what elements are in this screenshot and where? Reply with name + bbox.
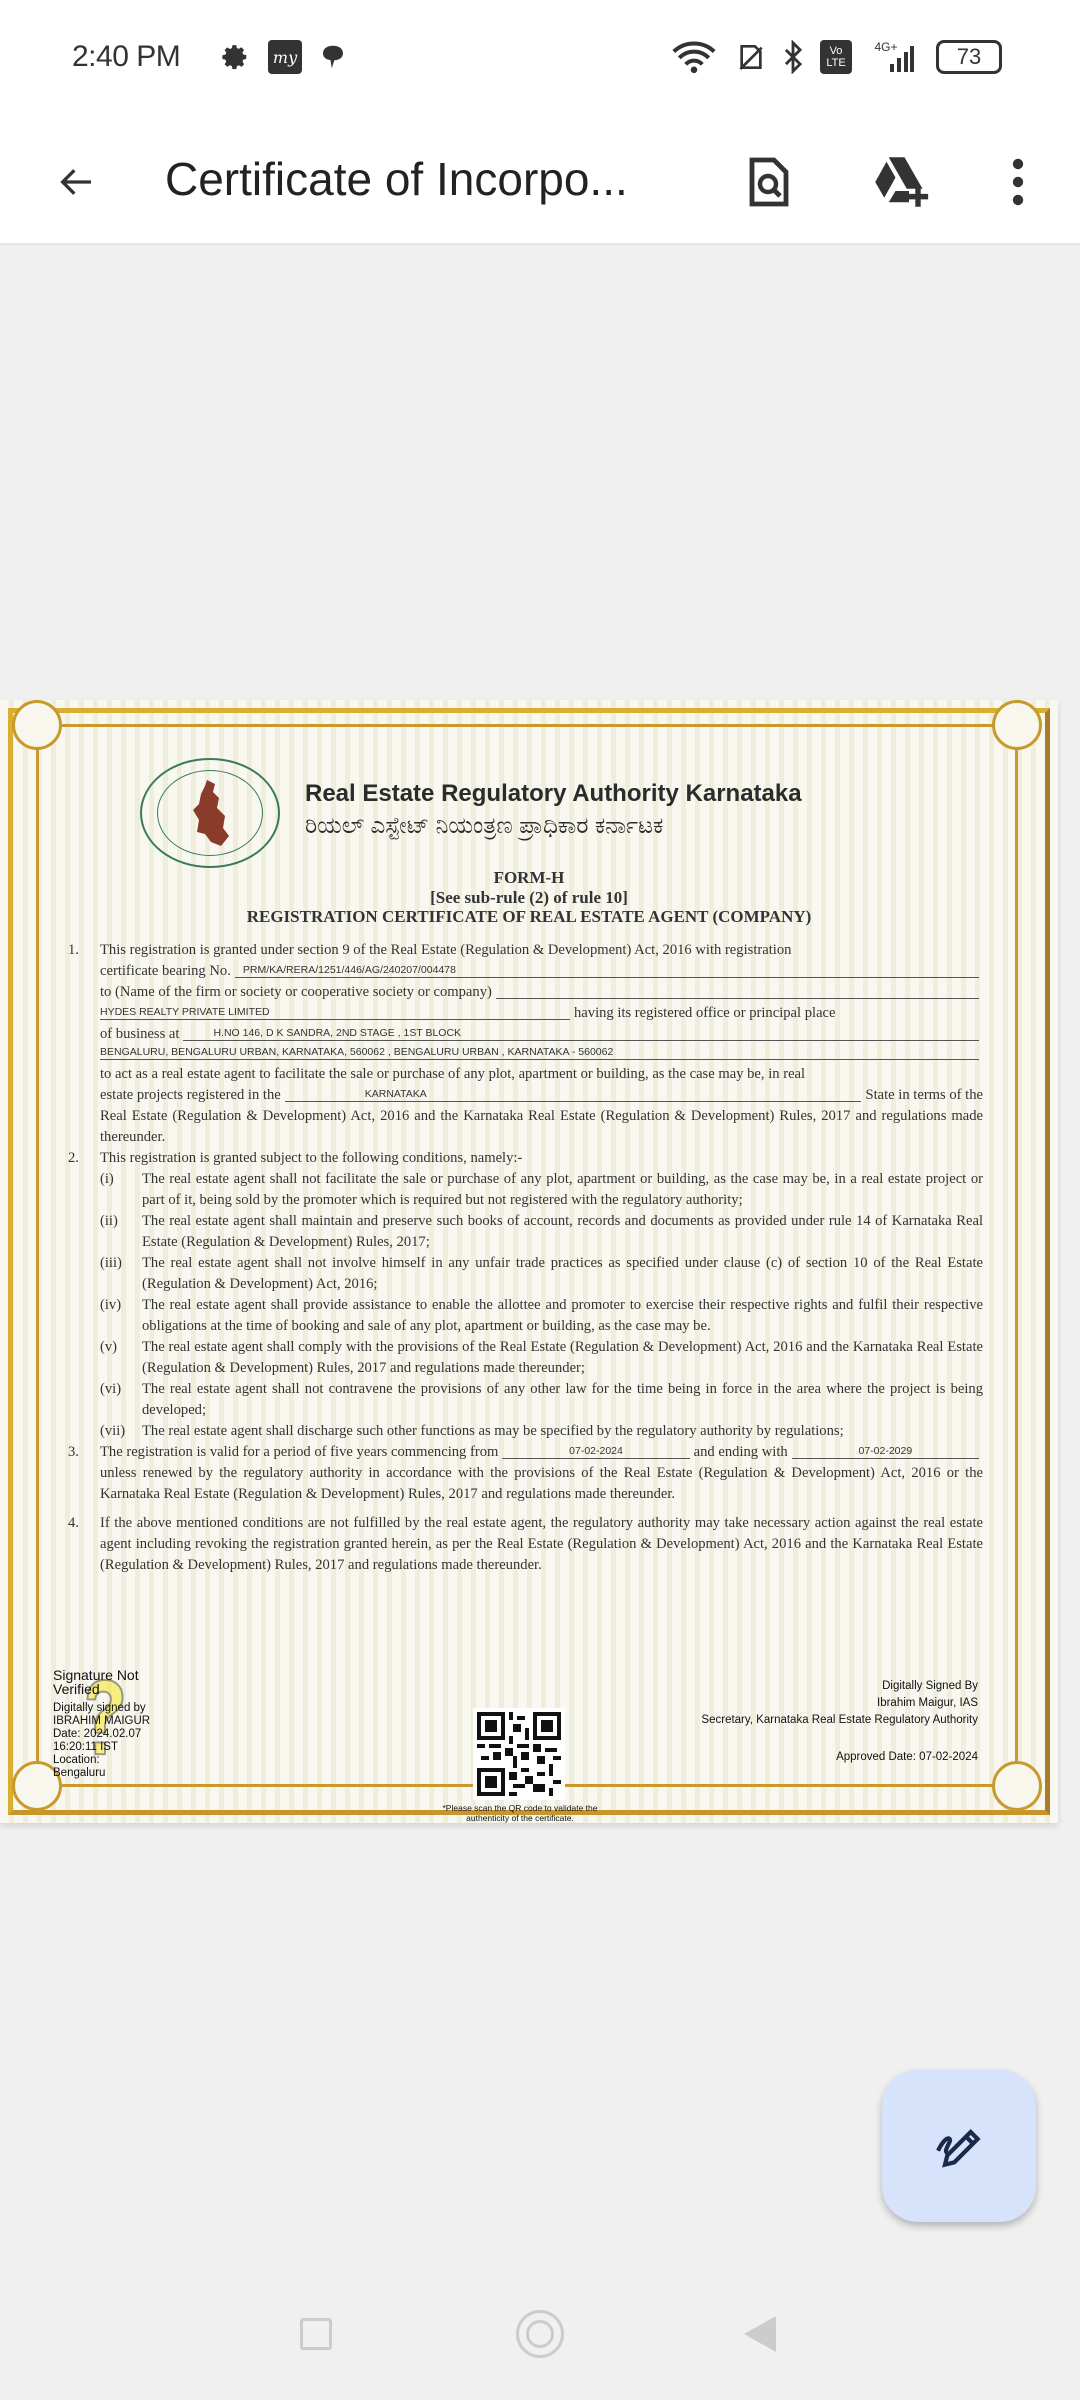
find-in-document-button[interactable] <box>738 150 802 214</box>
condition-text: The real estate agent shall comply with the provisions of the Real Estate (Regulation & Development) Act, 2016 and the Karnataka Real Estate (Regulation & Development) Rules, 2017 and regulations made thereunder; <box>142 1339 983 1376</box>
battery-level: 73 <box>956 44 982 69</box>
state-name: KARNATAKA <box>285 1087 862 1102</box>
document-title: Certificate of Incorpo... <box>165 153 628 205</box>
karnataka-map-icon <box>185 778 235 848</box>
condition-item <box>100 1169 983 1211</box>
qr-code <box>473 1708 565 1800</box>
para-text: If the above mentioned conditions are not fulfilled by the real estate agent, the regulatory authority may take necessary action against the real estate agent including revoking the registration granted herein, as per the Real Estate (Regulation & Development) Act, 2016 and the Karnataka Real Estate (Regulation & Development) Rules, 2017 and regulations made thereunder. <box>100 1515 983 1573</box>
company-name: HYDES REALTY PRIVATE LIMITED <box>100 1005 570 1020</box>
status-time: 2:40 PM <box>72 40 181 73</box>
signature-line: Digitally signed by <box>53 1702 146 1714</box>
signed-by-label: Digitally Signed By <box>882 1680 978 1692</box>
rera-karnataka-seal <box>140 758 280 868</box>
no-sim-icon <box>735 40 767 74</box>
signature-line: 16:20:11 IST <box>53 1741 118 1753</box>
chat-bubble-icon <box>318 40 348 74</box>
condition-text: The real estate agent shall discharge such other functions as may be specified by the regulatory authority by regulations; <box>142 1423 844 1439</box>
certificate-page[interactable] <box>0 700 1058 1823</box>
blank-line <box>496 998 979 999</box>
para-text: The registration is valid for a period of five years commencing from <box>100 1444 499 1460</box>
condition-item <box>100 1253 983 1295</box>
signal-4g-icon <box>862 40 910 74</box>
para-text: This registration is granted subject to the following conditions, namely:- <box>100 1150 523 1166</box>
signature-line: Date: 2024.02.07 <box>53 1728 142 1740</box>
find-in-document-icon <box>746 155 794 209</box>
add-to-drive-button[interactable] <box>868 150 932 214</box>
condition-number: (iii) <box>100 1255 122 1271</box>
address-line-1: H.NO 146, D K SANDRA, 2ND STAGE , 1ST BLOCK <box>183 1026 979 1041</box>
condition-number: (iv) <box>100 1297 122 1313</box>
qr-code-icon <box>477 1712 561 1796</box>
para-number: 4. <box>68 1515 79 1531</box>
nav-recent-apps-button[interactable] <box>300 2318 332 2350</box>
para-text: State in terms of the <box>865 1087 983 1103</box>
para-text: certificate bearing No. <box>100 963 231 979</box>
signer-title: Secretary, Karnataka Real Estate Regulatory Authority <box>701 1714 978 1726</box>
form-label: FORM-H <box>493 868 565 887</box>
bluetooth-icon <box>782 40 804 74</box>
condition-text: The real estate agent shall not facilitate the sale or purchase of any plot, apartment or building, as the case may be, in a real estate project or part of it, being sold by the promoter which is required but not registered with the regulatory authority; <box>142 1171 983 1208</box>
border-corner <box>12 700 62 750</box>
network-type: 4G+ <box>874 40 898 54</box>
signed-by-block <box>701 1678 978 1766</box>
certificate-body <box>68 940 983 1576</box>
org-name-kannada: ರಿಯಲ್ ಎಸ್ಟೇಟ್ ನಿಯಂತ್ರಣ ಪ್ರಾಧಿಕಾರ ಕರ್ನಾಟಕ <box>305 812 664 838</box>
para-text: estate projects registered in the <box>100 1087 281 1103</box>
condition-number: (ii) <box>100 1213 118 1229</box>
para-text: to act as a real estate agent to facilitate the sale or purchase of any plot, apartment or building, as the case may be, in real <box>100 1066 806 1082</box>
signature-status: Signature Not Verified <box>53 1667 139 1697</box>
home-icon <box>526 2320 554 2348</box>
para-number: 3. <box>68 1444 79 1460</box>
approved-date: Approved Date: 07-02-2024 <box>836 1751 978 1763</box>
para-text: and ending with <box>693 1444 788 1460</box>
back-button[interactable] <box>44 150 108 214</box>
valid-from-date: 07-02-2024 <box>502 1444 689 1459</box>
certificate-heading: REGISTRATION CERTIFICATE OF REAL ESTATE AGENT (COMPANY) <box>246 907 812 926</box>
nav-home-button[interactable] <box>516 2310 564 2358</box>
more-options-button[interactable] <box>986 150 1050 214</box>
border-corner <box>992 1761 1042 1811</box>
condition-item <box>100 1421 983 1442</box>
para-number: 2. <box>68 1150 79 1166</box>
condition-number: (vi) <box>100 1381 122 1397</box>
para-text: of business at <box>100 1026 180 1042</box>
settings-gear-icon <box>220 40 250 74</box>
condition-number: (vii) <box>100 1423 126 1439</box>
more-vert-icon <box>1011 158 1025 206</box>
para-text: This registration is granted under section 9 of the Real Estate (Regulation & Development) Act, 2016 with registration <box>100 942 792 958</box>
condition-item <box>100 1295 983 1337</box>
signature-block[interactable] <box>53 1668 183 1780</box>
condition-number: (v) <box>100 1339 118 1355</box>
org-name: Real Estate Regulatory Authority Karnataka <box>305 780 802 807</box>
myjio-app-icon: my <box>268 40 302 74</box>
condition-text: The real estate agent shall not involve himself in any unfair trade practices as specified under clause (c) of section 10 of the Real Estate (Regulation & Development) Act, 2016; <box>142 1255 983 1292</box>
para-text: having its registered office or principal place <box>574 1005 836 1021</box>
status-bar <box>0 0 1080 120</box>
subrule-label: [See sub-rule (2) of rule 10] <box>430 888 628 907</box>
edit-annotate-icon <box>931 2118 987 2174</box>
valid-until-date: 07-02-2029 <box>792 1444 979 1459</box>
app-bar <box>0 120 1080 245</box>
condition-text: The real estate agent shall maintain and preserve such books of account, records and documents as provided under rule 14 of Karnataka Real Estate (Regulation & Development) Rules, 2017; <box>142 1213 983 1250</box>
condition-text: The real estate agent shall provide assistance to enable the allottee and promoter to exercise their respective rights and fulfil their respective obligations at the time of booking and sale of any plot, apartment or building, as the case may be. <box>142 1297 983 1334</box>
condition-text: The real estate agent shall not contravene the provisions of any other law for the time being in force in the area where the project is being developed; <box>142 1381 983 1418</box>
add-to-drive-icon <box>870 155 930 209</box>
para-number: 1. <box>68 942 79 958</box>
nav-back-button[interactable] <box>744 2316 776 2352</box>
volte-icon <box>820 40 852 74</box>
condition-number: (i) <box>100 1171 114 1187</box>
battery-icon <box>936 40 1002 74</box>
signature-line: Location: <box>53 1754 100 1766</box>
para-text: Real Estate (Regulation & Development) Act, 2016 and the Karnataka Real Estate (Regulation & Development) Rules, 2017 and regulations made thereunder. <box>100 1108 983 1145</box>
signer-name: Ibrahim Maigur, IAS <box>877 1697 978 1709</box>
para-text: to (Name of the firm or society or cooperative society or company) <box>100 984 492 1000</box>
border-corner <box>992 700 1042 750</box>
condition-item <box>100 1337 983 1379</box>
wifi-icon <box>672 40 716 74</box>
condition-item <box>100 1379 983 1421</box>
annotate-fab[interactable] <box>882 2070 1036 2222</box>
condition-item <box>100 1211 983 1253</box>
qr-note: *Please scan the QR code to validate the authenticity of the certificate. <box>442 1803 598 1823</box>
address-line-2: BENGALURU, BENGALURU URBAN, KARNATAKA, 560062 , BENGALURU URBAN , KARNATAKA - 560062 <box>100 1045 979 1060</box>
signature-line: Bengaluru <box>53 1767 106 1779</box>
volte-label: Vo LTE <box>826 45 846 69</box>
signature-line: IBRAHIM MAIGUR <box>53 1715 151 1727</box>
back-arrow-icon <box>54 162 98 202</box>
registration-number: PRM/KA/RERA/1251/446/AG/240207/004478 <box>235 963 979 978</box>
para-text: unless renewed by the regulatory authority in accordance with the provisions of the Real Estate (Regulation & Development) Act, 2016 or the Karnataka Real Estate (Regulation & Development) Rules, 2017 and regulations made thereunder. <box>100 1465 983 1502</box>
